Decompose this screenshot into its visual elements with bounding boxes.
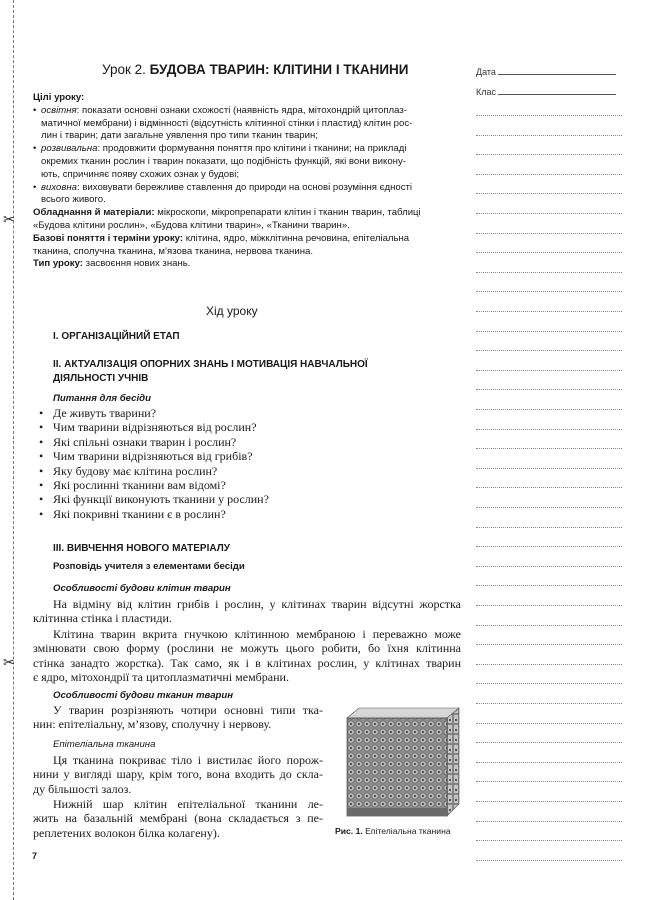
- page-number: 7: [32, 851, 38, 861]
- note-line: [476, 409, 622, 410]
- goal-item: • виховна: виховувати бережливе ставлення до природи на основі розуміння єдності всього живого.: [33, 181, 413, 206]
- epithelial-tissue-figure: [339, 704, 461, 822]
- questions-list: [39, 406, 269, 521]
- equipment: Обладнання й матеріали: мікроскопи, мікропрепарати клітин і тканин тварин, таблиці: [33, 207, 421, 219]
- goal-item: • освітня: показати основні ознаки схожості (наявність ядра, мітохондрій цитоплаз- матичної мембрани) і відмінності (відсутність клітинної стінки і пластид) клітин рос- лин і тварин; дати загальне уявлення про типи тканин тварин;: [33, 104, 413, 142]
- list-item: • Які рослинні тканини вам відомі?: [39, 478, 226, 493]
- paragraph: Ця тканина покриває тіло і вистилає його порож- нини у вигляді шару, крім того, вона входить до скла- ду більшості залоз.: [33, 753, 323, 796]
- list-item: • Чим тварини відрізняються від рослин?: [39, 420, 257, 435]
- subheading: Особливості будови клітин тварин: [53, 583, 231, 594]
- note-line: [476, 801, 622, 802]
- note-line: [476, 468, 622, 469]
- note-line: [476, 272, 622, 273]
- note-line: [476, 193, 622, 194]
- note-line: [476, 683, 622, 684]
- note-line: [476, 605, 622, 606]
- note-line: [476, 429, 622, 430]
- note-line: [476, 291, 622, 292]
- note-line: [476, 762, 622, 763]
- note-line: [476, 821, 622, 822]
- lesson-goals: Цілі уроку: • освітня: показати основні ознаки схожості (наявність ядра, мітохондрій цитоплаз- матичної мембрани) і відмінності (відсутність клітинної стінки і пластид) клітин рос- лин і тварин; дати загальне уявлення про типи тканин тварин; • розвивальна: продовжити формування поняття про клітини і тканини; на прикладі окремих тканин рослин і тварин показати, що подібність функцій, які вони викону- ють, спричиняє появу схожих ознак у будові; • виховна: виховувати бережливе ставлення до природи на основі розуміння єдності всього живого. Обладнання й матеріали: мікроскопи, мікропрепарати клітин і тканин тварин, таблиці «Будова клітини рослин», «Будова клітини тварин», «Тканини тварин». Базові поняття і терміни уроку: клітина, ядро, міжклітинна речовина, епітеліальна тканина, сполучна тканина, м’язова тканина, нервова тканина. Тип уроку: засвоєння нових знань.: [33, 92, 463, 271]
- note-line: [476, 585, 622, 586]
- list-item: • Яку будову має клітина рослин?: [39, 463, 218, 478]
- note-line: [476, 527, 622, 528]
- note-line: [476, 664, 622, 665]
- paragraph: Клітина тварин вкрита гнучкою клітинною мембраною і переважно може змінювати свою форму (рослини не можуть цього робити, бо їхня клітинна стінка занадто жорстка). Так само, як і в клітинах рослин, у клітинах тварин є ядро, мітохондрії та цитоплазматичні мембрани.: [33, 627, 461, 685]
- note-line: [476, 115, 622, 116]
- note-line: [476, 135, 622, 136]
- note-line: [476, 781, 622, 782]
- section-heading: II. АКТУАЛІЗАЦІЯ ОПОРНИХ ЗНАНЬ І МОТИВАЦІЯ НАВЧАЛЬНОЇ ДІЯЛЬНОСТІ УЧНІВ: [53, 359, 368, 384]
- list-item: • Чим тварини відрізняються від грибів?: [39, 449, 253, 464]
- note-line: [476, 546, 622, 547]
- note-line: [476, 350, 622, 351]
- paragraph: На відміну від клітин грибів і рослин, у клітинах тварин відсутні жорстка клітинна стінка і пластиди.: [33, 597, 461, 626]
- lesson-type: Тип уроку: засвоєння нових знань.: [33, 258, 191, 270]
- note-line: [476, 742, 622, 743]
- note-line: [476, 213, 622, 214]
- note-line: [476, 448, 622, 449]
- note-line: [476, 840, 622, 841]
- course-heading: Хід уроку: [206, 304, 258, 318]
- list-item: • Які функції виконують тканини у рослин?: [39, 492, 269, 507]
- note-line: [476, 370, 622, 371]
- base-terms: Базові поняття і терміни уроку: клітина, ядро, міжклітинна речовина, епітеліальна: [33, 232, 410, 244]
- note-line: [476, 507, 622, 508]
- note-line: [476, 644, 622, 645]
- list-item: • Які покривні тканини є в рослин?: [39, 506, 226, 521]
- section-heading: I. ОРГАНІЗАЦІЙНИЙ ЕТАП: [53, 331, 180, 342]
- note-line: [476, 389, 622, 390]
- questions-heading: Питання для бесіди: [53, 393, 151, 404]
- section-heading: III. ВИВЧЕННЯ НОВОГО МАТЕРІАЛУ: [53, 543, 230, 554]
- list-item: • Де живуть тварини?: [39, 406, 157, 420]
- note-line: [476, 860, 622, 861]
- class-field: Клас: [476, 86, 616, 97]
- subheading: Особливості будови тканин тварин: [53, 690, 234, 701]
- note-line: [476, 252, 622, 253]
- note-line: [476, 174, 622, 175]
- list-item: • Які спільні ознаки тварин і рослин?: [39, 434, 237, 449]
- goal-item: • розвивальна: продовжити формування поняття про клітини і тканини; на прикладі окремих тканин рослин і тварин показати, що подібність функцій, які вони викону- ють, спричиняє появу схожих ознак у будові;: [33, 143, 407, 180]
- note-line: [476, 487, 622, 488]
- paragraph: Нижній шар клітин епітеліальної тканини ле- жить на базальній мембрані (вона складається з пе- реплетених волокон білка колагену).: [33, 797, 323, 840]
- note-line: [476, 723, 622, 724]
- note-line: [476, 566, 622, 567]
- scissors-icon: ✂: [3, 212, 15, 228]
- cut-line: [13, 0, 14, 900]
- note-line: [476, 311, 622, 312]
- lesson-title: Урок 2. БУДОВА ТВАРИН: КЛІТИНИ І ТКАНИНИ: [102, 62, 409, 77]
- teacher-story: Розповідь учителя з елементами бесіди: [53, 561, 245, 572]
- figure-caption: Рис. 1. Епітеліальна тканина: [335, 826, 451, 836]
- note-line: [476, 331, 622, 332]
- scissors-icon: ✂: [3, 655, 15, 671]
- note-line: [476, 154, 622, 155]
- note-line: [476, 703, 622, 704]
- subheading: Епітеліальна тканина: [53, 739, 156, 750]
- note-line: [476, 625, 622, 626]
- date-field: Дата: [476, 66, 616, 77]
- note-line: [476, 233, 622, 234]
- paragraph: У тварин розрізняють чотири основні типи тка- нин: епітеліальну, м’язову, сполучну і нервову.: [33, 703, 323, 732]
